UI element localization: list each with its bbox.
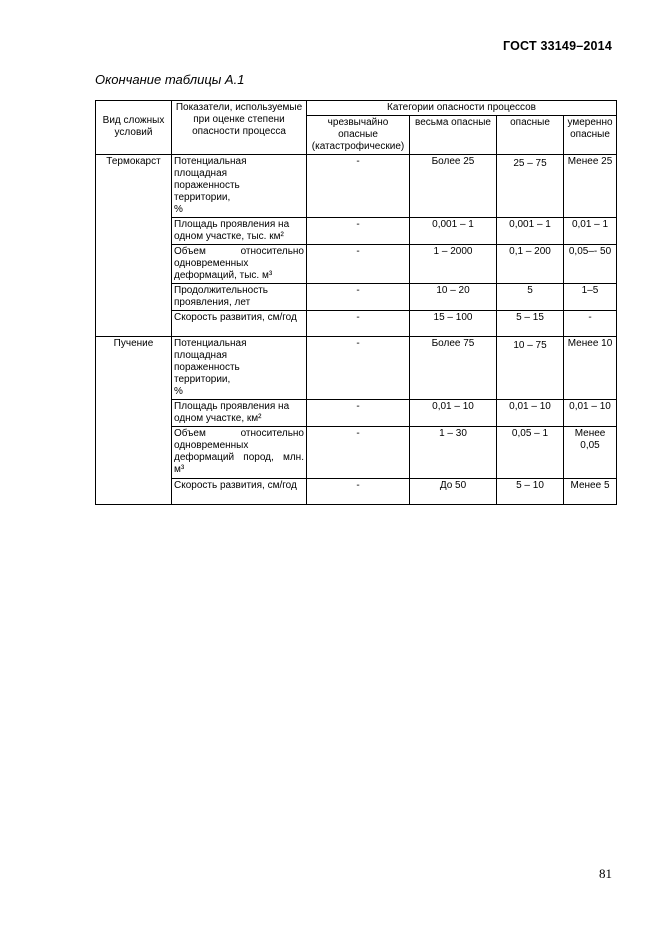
value-cell: - — [307, 155, 410, 218]
table-row — [96, 400, 617, 427]
value-cell: 0,01 – 1 — [564, 218, 617, 245]
value-cell: 0,1 – 200 — [497, 245, 564, 284]
hazard-category-table — [95, 100, 617, 505]
value-cell: - — [307, 400, 410, 427]
value-cell: 10 – 20 — [410, 284, 497, 311]
table-row — [96, 479, 617, 505]
value-cell: 5 — [497, 284, 564, 311]
indicator-cell: Объем относительно одновременных деформаций пород, млн. м³ — [172, 427, 307, 479]
table-caption: Окончание таблицы А.1 — [95, 72, 245, 87]
indicator-cell: Объем относительно одновременных деформаций, тыс. м³ — [172, 245, 307, 284]
value-cell: Менее 10 — [564, 337, 617, 400]
standard-code: ГОСТ 33149–2014 — [503, 39, 612, 53]
value-cell: 0,05–- 50 — [564, 245, 617, 284]
header-condition: Вид сложных условий — [96, 101, 172, 155]
table-row — [96, 284, 617, 311]
indicator-cell: Площадь проявления на одном участке, км² — [172, 400, 307, 427]
value-cell: Менее 5 — [564, 479, 617, 505]
table-row — [96, 218, 617, 245]
table-header-row — [96, 101, 617, 116]
value-cell: 0,01 – 10 — [564, 400, 617, 427]
value-cell: 0,001 – 1 — [410, 218, 497, 245]
indicator-cell: Скорость развития, см/год — [172, 479, 307, 505]
value-cell: - — [307, 337, 410, 400]
value-cell: 0,05 – 1 — [497, 427, 564, 479]
header-category-moderate: умеренно опасные — [564, 116, 617, 155]
value-cell: 0,001 – 1 — [497, 218, 564, 245]
value-cell: - — [307, 479, 410, 505]
value-cell: 5 – 15 — [497, 311, 564, 337]
header-categories-group: Категории опасности процессов — [307, 101, 617, 116]
header-indicator: Показатели, используемые при оценке степени опасности процесса — [172, 101, 307, 155]
value-cell: - — [307, 245, 410, 284]
indicator-cell: Площадь проявления на одном участке, тыс. км² — [172, 218, 307, 245]
value-cell: Более 75 — [410, 337, 497, 400]
table-row — [96, 427, 617, 479]
value-cell: 0,01 – 10 — [497, 400, 564, 427]
value-cell: - — [307, 311, 410, 337]
indicator-cell: Потенциальная площадная пораженность территории, % — [172, 155, 307, 218]
value-cell: - — [307, 218, 410, 245]
value-cell: 25 – 75 — [497, 155, 564, 218]
value-cell: До 50 — [410, 479, 497, 505]
value-cell: 5 – 10 — [497, 479, 564, 505]
value-cell: - — [307, 284, 410, 311]
condition-heaving: Пучение — [96, 337, 172, 505]
value-cell: 1–5 — [564, 284, 617, 311]
value-cell: 1 – 30 — [410, 427, 497, 479]
value-cell: Более 25 — [410, 155, 497, 218]
indicator-cell: Скорость развития, см/год — [172, 311, 307, 337]
indicator-cell: Потенциальная площадная пораженность территории, % — [172, 337, 307, 400]
header-category-extreme: чрезвычайно опасные (катастрофические) — [307, 116, 410, 155]
value-cell: 0,01 – 10 — [410, 400, 497, 427]
indicator-cell: Продолжительность проявления, лет — [172, 284, 307, 311]
page-number: 81 — [599, 866, 612, 881]
value-cell: Менее 25 — [564, 155, 617, 218]
value-cell: - — [307, 427, 410, 479]
header-category-dangerous: опасные — [497, 116, 564, 155]
value-cell: - — [564, 311, 617, 337]
table-row — [96, 337, 617, 400]
value-cell: Менее 0,05 — [564, 427, 617, 479]
value-cell: 1 – 2000 — [410, 245, 497, 284]
table-row — [96, 155, 617, 218]
table-row — [96, 245, 617, 284]
value-cell: 10 – 75 — [497, 337, 564, 400]
header-category-very: весьма опасные — [410, 116, 497, 155]
condition-thermokarst: Термокарст — [96, 155, 172, 337]
value-cell: 15 – 100 — [410, 311, 497, 337]
table-row — [96, 311, 617, 337]
